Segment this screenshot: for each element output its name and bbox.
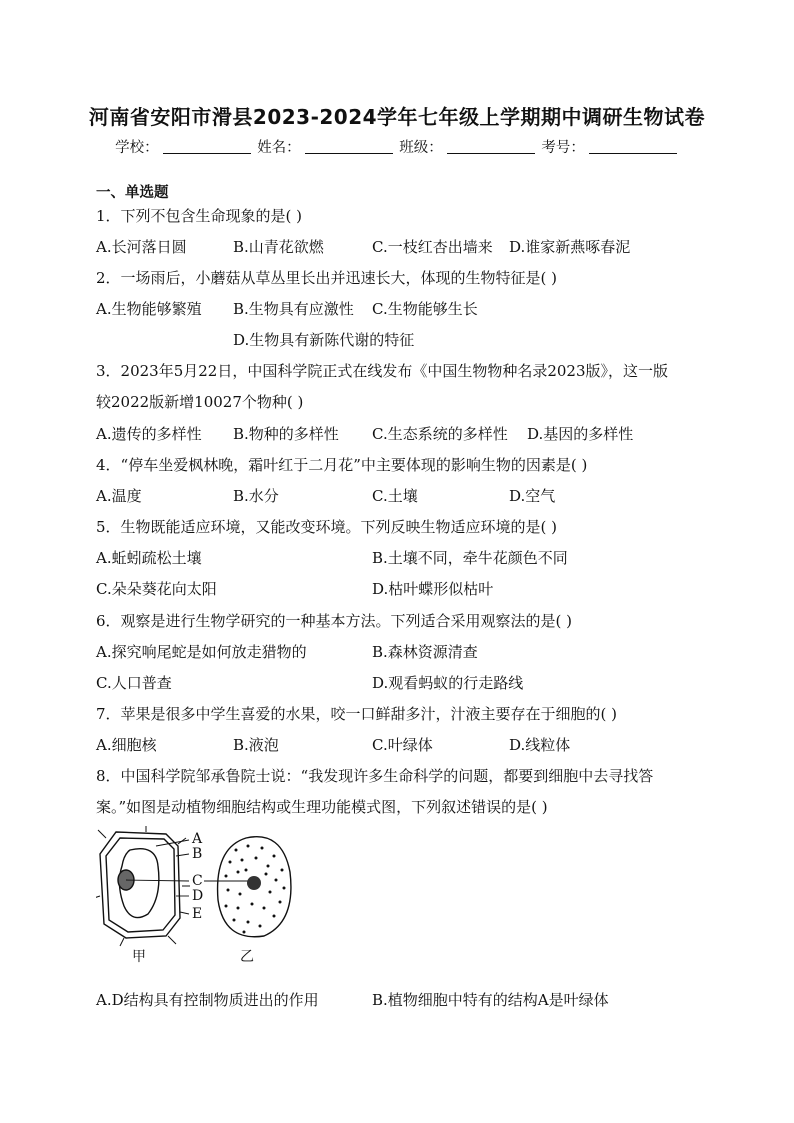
option-a[interactable]: A.生物能够繁殖 — [96, 300, 202, 318]
option-c[interactable]: C.土壤 — [372, 487, 418, 505]
option-d[interactable]: D.线粒体 — [509, 736, 571, 754]
animal-nucleus — [247, 876, 261, 890]
option-a[interactable]: A.温度 — [96, 487, 142, 505]
option-b[interactable]: B.土壤不同，牵牛花颜色不同 — [372, 549, 568, 567]
cell-diagram — [96, 826, 306, 970]
question-stem: 8．中国科学院邹承鲁院士说：“我发现许多生命科学的问题，都要到细胞中去寻找答 — [96, 767, 654, 785]
animal-cell — [204, 837, 291, 937]
label-b: B — [192, 846, 203, 862]
option-a[interactable]: A.探究响尾蛇是如何放走猎物的 — [96, 643, 307, 661]
option-d[interactable]: D.枯叶蝶形似枯叶 — [372, 580, 494, 598]
option-c[interactable]: C.一枝红杏出墙来 — [372, 238, 493, 256]
page-title: 河南省安阳市滑县2023-2024学年七年级上学期期中调研生物试卷 — [88, 105, 706, 129]
question-stem: 7．苹果是很多中学生喜爱的水果，咬一口鲜甜多汁，汁液主要存在于细胞的( ) — [96, 705, 618, 723]
name-label: 姓名： — [257, 140, 301, 156]
option-a[interactable]: A.遗传的多样性 — [96, 425, 202, 443]
option-c[interactable]: C.生态系统的多样性 — [372, 425, 508, 443]
question-stem-cont: 较2022版新增10027个物种( ) — [96, 393, 304, 411]
number-blank[interactable] — [589, 139, 677, 154]
option-c[interactable]: C.人口普查 — [96, 674, 172, 692]
option-b[interactable]: B.物种的多样性 — [233, 425, 339, 443]
label-e: E — [192, 906, 203, 922]
option-b[interactable]: B.生物具有应激性 — [233, 300, 354, 318]
class-label: 班级： — [399, 140, 443, 156]
option-d[interactable]: D.生物具有新陈代谢的特征 — [233, 331, 415, 349]
option-a[interactable]: A.长河落日圆 — [96, 238, 187, 256]
option-b[interactable]: B.森林资源清查 — [372, 643, 478, 661]
name-blank[interactable] — [305, 139, 393, 154]
label-c: C — [192, 873, 203, 889]
question-stem: 2．一场雨后，小蘑菇从草丛里长出并迅速长大，体现的生物特征是( ) — [96, 269, 558, 287]
option-a[interactable]: A.蚯蚓疏松土壤 — [96, 549, 202, 567]
option-b[interactable]: B.植物细胞中特有的结构A是叶绿体 — [372, 991, 609, 1009]
option-a[interactable]: A.D结构具有控制物质进出的作用 — [96, 991, 319, 1009]
option-d[interactable]: D.空气 — [509, 487, 556, 505]
student-info-row — [0, 136, 794, 157]
caption-jia: 甲 — [132, 949, 146, 965]
question-stem: 3．2023年5月22日，中国科学院正式在线发布《中国生物物种名录2023版》，这一版 — [96, 362, 669, 380]
option-b[interactable]: B.水分 — [233, 487, 279, 505]
number-label: 考号： — [541, 140, 585, 156]
label-d: D — [192, 888, 204, 904]
question-stem-cont: 案。”如图是动植物细胞结构或生理功能模式图，下列叙述错误的是( ) — [96, 798, 548, 816]
option-c[interactable]: C.朵朵葵花向太阳 — [96, 580, 217, 598]
question-stem: 6．观察是进行生物学研究的一种基本方法。下列适合采用观察法的是( ) — [96, 612, 573, 630]
caption-yi: 乙 — [240, 949, 254, 965]
option-d[interactable]: D.基因的多样性 — [527, 425, 634, 443]
question-stem: 4．“停车坐爱枫林晚，霜叶红于二月花”中主要体现的影响生物的因素是( ) — [96, 456, 588, 474]
option-d[interactable]: D.观看蚂蚁的行走路线 — [372, 674, 524, 692]
option-c[interactable]: C.叶绿体 — [372, 736, 433, 754]
school-label: 学校： — [115, 140, 159, 156]
class-blank[interactable] — [447, 139, 535, 154]
school-blank[interactable] — [163, 139, 251, 154]
option-b[interactable]: B.山青花欲燃 — [233, 238, 324, 256]
option-b[interactable]: B.液泡 — [233, 736, 279, 754]
option-a[interactable]: A.细胞核 — [96, 736, 157, 754]
question-stem: 1．下列不包含生命现象的是( ) — [96, 207, 303, 225]
question-stem: 5．生物既能适应环境，又能改变环境。下列反映生物适应环境的是( ) — [96, 518, 558, 536]
option-d[interactable]: D.谁家新燕啄春泥 — [509, 238, 631, 256]
label-a: A — [192, 831, 203, 847]
plant-cell — [96, 826, 190, 946]
section-heading: 一、单选题 — [96, 185, 169, 201]
option-c[interactable]: C.生物能够生长 — [372, 300, 478, 318]
